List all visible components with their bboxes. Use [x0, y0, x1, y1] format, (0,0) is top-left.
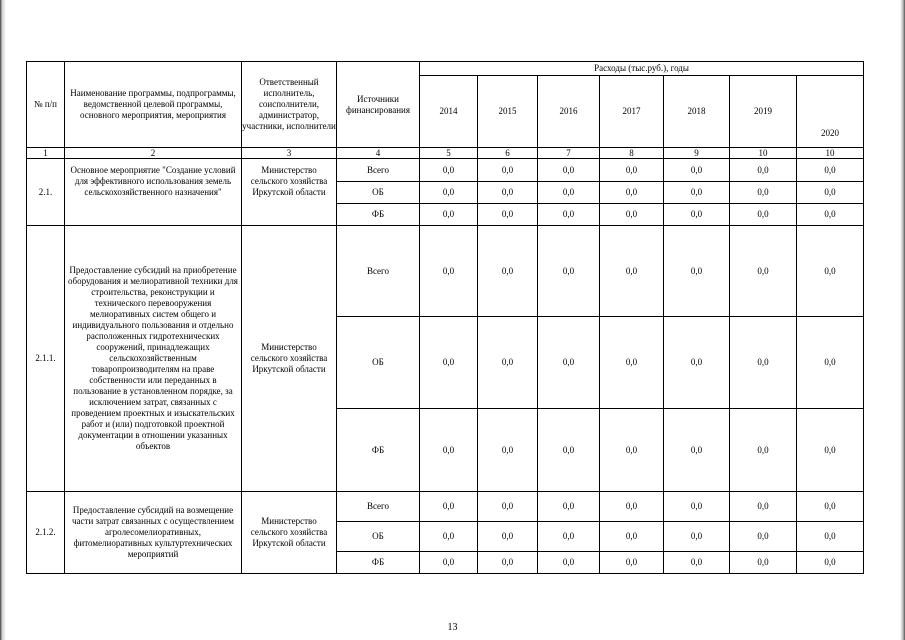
- value-cell: 0,0: [600, 226, 664, 317]
- value-cell: 0,0: [664, 409, 730, 492]
- header-costs: Расходы (тыс.руб.), годы: [420, 62, 864, 76]
- header-num: № п/п: [27, 62, 65, 148]
- scan-edge-left: [0, 0, 6, 640]
- value-cell: 0,0: [797, 552, 864, 574]
- value-cell: 0,0: [730, 182, 797, 204]
- column-number: 6: [478, 148, 538, 159]
- table-row: [27, 204, 864, 226]
- row-responsible: Министерство сельского хозяйства Иркутской области: [242, 492, 337, 574]
- value-cell: 0,0: [664, 159, 730, 182]
- value-cell: 0,0: [600, 409, 664, 492]
- value-cell: 0,0: [600, 522, 664, 552]
- value-cell: 0,0: [600, 204, 664, 226]
- value-cell: 0,0: [538, 159, 600, 182]
- value-cell: 0,0: [730, 409, 797, 492]
- value-cell: 0,0: [664, 492, 730, 522]
- row-number: 2.1.2.: [27, 492, 65, 574]
- value-cell: 0,0: [664, 182, 730, 204]
- value-cell: 0,0: [730, 317, 797, 409]
- table-row: [27, 492, 864, 522]
- source-label: Всего: [337, 492, 420, 522]
- value-cell: 0,0: [420, 317, 478, 409]
- value-cell: 0,0: [600, 492, 664, 522]
- header-year: 2015: [478, 76, 538, 148]
- value-cell: 0,0: [600, 552, 664, 574]
- source-label: ОБ: [337, 317, 420, 409]
- column-number: 9: [664, 148, 730, 159]
- source-label: ФБ: [337, 409, 420, 492]
- value-cell: 0,0: [538, 204, 600, 226]
- value-cell: 0,0: [538, 522, 600, 552]
- value-cell: 0,0: [478, 552, 538, 574]
- source-label: Всего: [337, 226, 420, 317]
- column-number: 7: [538, 148, 600, 159]
- value-cell: 0,0: [420, 492, 478, 522]
- value-cell: 0,0: [478, 159, 538, 182]
- value-cell: 0,0: [797, 204, 864, 226]
- value-cell: 0,0: [797, 492, 864, 522]
- value-cell: 0,0: [538, 226, 600, 317]
- value-cell: 0,0: [538, 182, 600, 204]
- value-cell: 0,0: [420, 226, 478, 317]
- column-number: 10: [797, 148, 864, 159]
- column-number: 2: [65, 148, 242, 159]
- page-number: 13: [447, 622, 458, 633]
- header-year: 2014: [420, 76, 478, 148]
- value-cell: 0,0: [478, 409, 538, 492]
- row-name: Предоставление субсидий на возмещение части затрат связанных с осуществлением агролесомелиоративных, фитомелиоративных культуртехнических мероприятий: [65, 492, 242, 574]
- value-cell: 0,0: [730, 492, 797, 522]
- value-cell: 0,0: [730, 522, 797, 552]
- value-cell: 0,0: [730, 204, 797, 226]
- value-cell: 0,0: [797, 159, 864, 182]
- column-number: 5: [420, 148, 478, 159]
- value-cell: 0,0: [664, 522, 730, 552]
- header-year: 2019: [730, 76, 797, 148]
- column-number: 1: [27, 148, 65, 159]
- source-label: ФБ: [337, 552, 420, 574]
- header-responsible: Ответственный исполнитель, соисполнители, администратор, участники, исполнители: [242, 62, 337, 148]
- row-responsible: Министерство сельского хозяйства Иркутской области: [242, 159, 337, 204]
- value-cell: 0,0: [600, 182, 664, 204]
- value-cell: 0,0: [538, 317, 600, 409]
- value-cell: 0,0: [478, 522, 538, 552]
- value-cell: 0,0: [420, 204, 478, 226]
- value-cell: 0,0: [730, 159, 797, 182]
- value-cell: 0,0: [420, 159, 478, 182]
- source-label: ФБ: [337, 204, 420, 226]
- source-label: ОБ: [337, 182, 420, 204]
- header-year: 2017: [600, 76, 664, 148]
- value-cell: 0,0: [420, 409, 478, 492]
- value-cell: 0,0: [797, 182, 864, 204]
- value-cell: 0,0: [478, 182, 538, 204]
- value-cell: 0,0: [664, 204, 730, 226]
- scan-edge-right: [900, 0, 905, 640]
- column-number: 3: [242, 148, 337, 159]
- row-number: 2.1.1.: [27, 226, 65, 492]
- source-label: ОБ: [337, 522, 420, 552]
- table-row: [27, 226, 864, 317]
- value-cell: 0,0: [664, 226, 730, 317]
- header-source: Источники финансирования: [337, 62, 420, 148]
- value-cell: 0,0: [600, 317, 664, 409]
- row-number: 2.1.: [27, 159, 65, 226]
- header-name: Наименование программы, подпрограммы, ведомственной целевой программы, основного мероприятия, мероприятия: [65, 62, 242, 148]
- header-year: 2016: [538, 76, 600, 148]
- value-cell: 0,0: [600, 159, 664, 182]
- value-cell: 0,0: [478, 204, 538, 226]
- header-year: 2018: [664, 76, 730, 148]
- column-number: 8: [600, 148, 664, 159]
- value-cell: 0,0: [730, 552, 797, 574]
- value-cell: 0,0: [538, 552, 600, 574]
- budget-table: [26, 61, 864, 574]
- value-cell: 0,0: [478, 226, 538, 317]
- value-cell: 0,0: [664, 317, 730, 409]
- value-cell: 0,0: [478, 317, 538, 409]
- value-cell: 0,0: [797, 409, 864, 492]
- value-cell: 0,0: [797, 522, 864, 552]
- value-cell: 0,0: [420, 552, 478, 574]
- row-name: Предоставление субсидий на приобретение оборудования и мелиоративной техники для строительства, реконструкции и технического перевооружения мелиоративных систем общего и индивидуального пользования и отдельно расположенных гидротехнических сооружений, принадлежащих сельскохозяйственным товаропроизводителям на праве собственности или переданных в пользование в установленном порядке, за исключением затрат, связанных с проведением проектных и изыскательских работ и (или) подготовкой проектной документации в отношении указанных объектов: [65, 226, 242, 492]
- value-cell: 0,0: [420, 522, 478, 552]
- row-name: Основное мероприятие "Создание условий для эффективного использования земель сельскохозяйственного назначения": [65, 159, 242, 204]
- row-responsible: Министерство сельского хозяйства Иркутской области: [242, 226, 337, 492]
- value-cell: 0,0: [797, 317, 864, 409]
- value-cell: 0,0: [797, 226, 864, 317]
- column-number: 4: [337, 148, 420, 159]
- value-cell: 0,0: [420, 182, 478, 204]
- value-cell: 0,0: [664, 552, 730, 574]
- value-cell: 0,0: [478, 492, 538, 522]
- value-cell: 0,0: [538, 492, 600, 522]
- header-year: 2020: [797, 76, 864, 148]
- value-cell: 0,0: [730, 226, 797, 317]
- source-label: Всего: [337, 159, 420, 182]
- value-cell: 0,0: [538, 409, 600, 492]
- table-row: [27, 159, 864, 182]
- column-number: 10: [730, 148, 797, 159]
